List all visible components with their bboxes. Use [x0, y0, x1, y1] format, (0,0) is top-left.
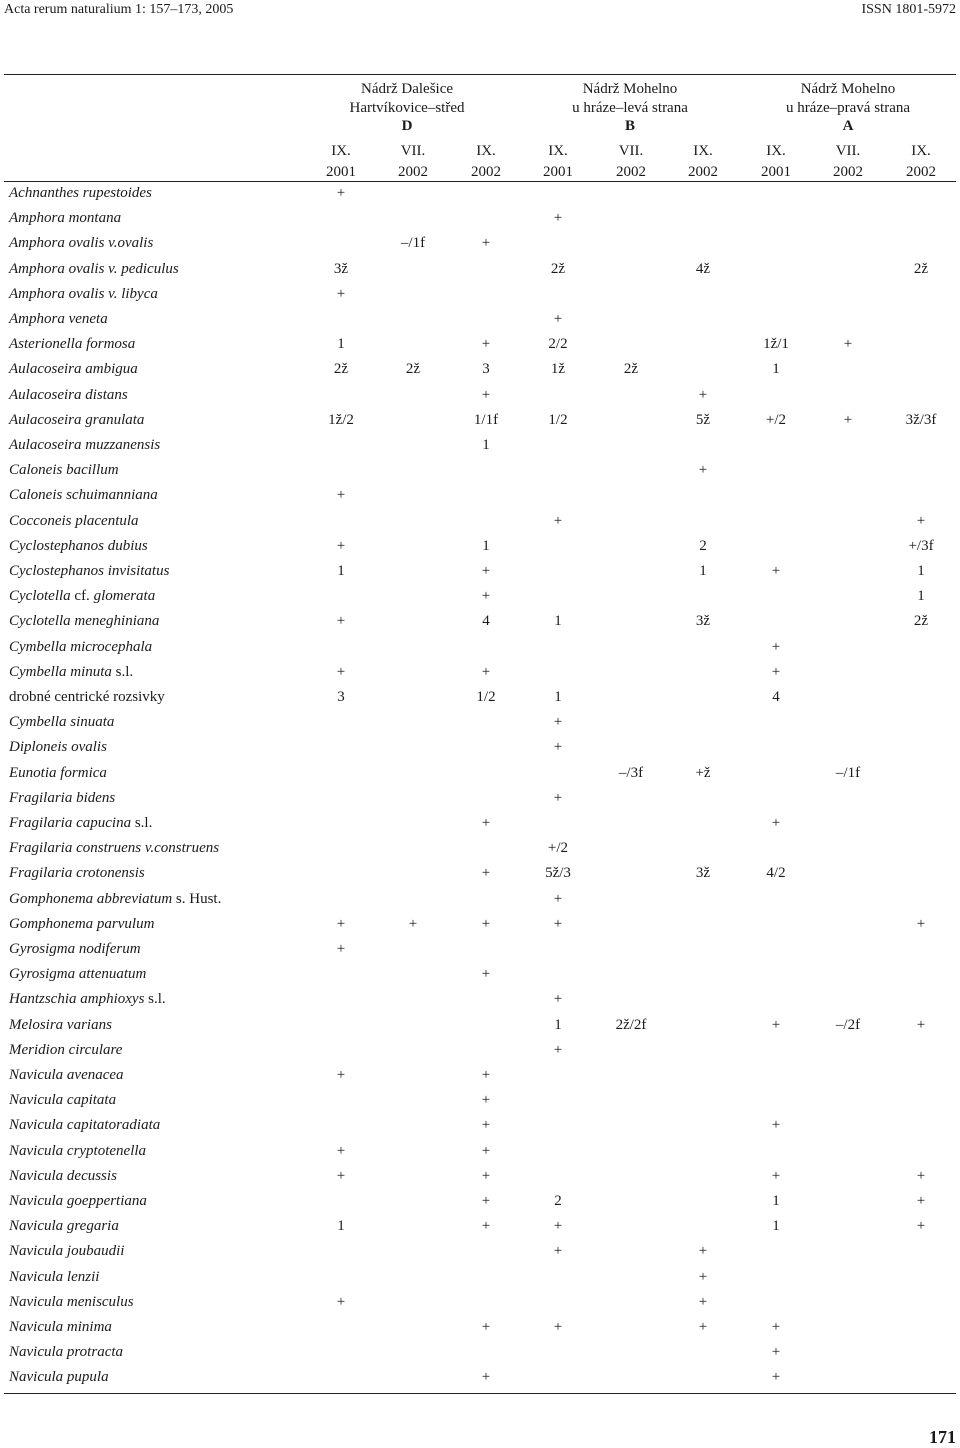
table-cell: +	[481, 1218, 491, 1235]
taxon-name: Melosira varians	[9, 1016, 112, 1033]
site-header-mohelno-right	[738, 80, 958, 136]
table-cell: 2ž	[405, 361, 421, 378]
table-cell: 2/2	[548, 336, 568, 353]
taxon-name: Meridion circulare	[9, 1041, 123, 1058]
table-cell: 1	[554, 1016, 562, 1033]
running-head	[4, 2, 956, 20]
table-cell: 1ž/2	[328, 411, 354, 428]
taxon-name: Gomphonema parvulum	[9, 915, 155, 932]
table-cell: +	[481, 1369, 491, 1386]
table-cell: +	[336, 663, 346, 680]
column-header	[601, 141, 661, 183]
table-cell: 1ž	[550, 361, 566, 378]
table-row	[0, 787, 960, 812]
table-cell: 2	[699, 537, 707, 554]
taxon-name: Navicula lenzii	[9, 1268, 100, 1285]
table-cell: +	[843, 336, 853, 353]
table-cell: +	[553, 210, 563, 227]
table-row	[0, 736, 960, 761]
taxon-name: Navicula capitata	[9, 1092, 117, 1109]
table-cell: 1	[772, 1193, 780, 1209]
column-month: IX.	[766, 143, 786, 159]
table-cell: –/1f	[400, 235, 426, 252]
column-year: 2002	[471, 164, 501, 180]
table-row	[0, 535, 960, 560]
table-cell: +	[698, 386, 708, 403]
table-cell: 2ž	[913, 260, 929, 277]
column-month: VII.	[835, 143, 861, 159]
table-cell: +	[771, 663, 781, 680]
table-cell: +	[336, 1293, 346, 1310]
column-year: 2001	[326, 164, 356, 180]
table-cell: 3	[482, 361, 490, 378]
table-cell: 1ž/1	[763, 336, 789, 353]
table-row	[0, 862, 960, 887]
table-cell: +	[481, 1167, 491, 1184]
table-cell: 3ž	[333, 260, 349, 277]
table-cell: 3ž/3f	[905, 411, 937, 428]
table-row	[0, 232, 960, 257]
table-row	[0, 1039, 960, 1064]
taxon-name: drobné centrické rozsivky	[9, 689, 165, 705]
table-cell: 4ž	[695, 260, 711, 277]
table-row	[0, 1114, 960, 1139]
taxon-name: Eunotia formica	[9, 764, 107, 781]
table-row	[0, 207, 960, 232]
taxon-name: Fragilaria bidens	[9, 789, 116, 806]
taxon-name: Cymbella microcephala	[9, 638, 153, 655]
table-row	[0, 1240, 960, 1265]
table-cell: 1	[337, 1218, 345, 1235]
table-cell: +	[481, 386, 491, 403]
table-cell: +	[336, 941, 346, 957]
column-header	[746, 141, 806, 183]
table-cell: +	[553, 1218, 563, 1235]
table-cell: +	[553, 512, 563, 529]
table-row	[0, 636, 960, 661]
table-cell: +	[336, 915, 346, 932]
site-location: u hráze–levá strana	[572, 99, 688, 116]
column-year: 2001	[543, 164, 573, 180]
taxon-name: Aulacoseira distans	[9, 386, 128, 403]
site-name: Nádrž Dalešice	[360, 81, 454, 97]
table-cell: 1/2	[548, 411, 568, 428]
table-row	[0, 686, 960, 711]
taxon-name: Amphora veneta	[9, 311, 108, 327]
site-code: B	[624, 118, 635, 134]
taxon-name: Caloneis schuimanniana	[9, 487, 158, 504]
table-cell: +	[481, 1142, 491, 1159]
taxon-name: Cyclostephanos invisitatus	[9, 563, 170, 579]
taxon-name: Gomphonema abbreviatum s. Hust.	[9, 890, 222, 907]
table-row	[0, 560, 960, 585]
table-cell: +/2	[765, 411, 787, 428]
table-cell: +	[336, 1067, 346, 1083]
table-cell: 5ž	[695, 411, 711, 428]
table-cell: 3	[337, 689, 345, 705]
column-header	[456, 141, 516, 183]
table-row	[0, 182, 960, 207]
table-cell: +	[771, 563, 781, 579]
table-cell: +	[916, 512, 926, 529]
taxon-name: Fragilaria construens v.construens	[9, 840, 220, 857]
table-cell: +	[698, 1243, 708, 1260]
table-cell: 1	[699, 563, 707, 579]
table-cell: +	[916, 1218, 926, 1235]
table-row	[0, 762, 960, 787]
table-cell: +	[698, 462, 708, 479]
taxon-name: Cocconeis placentula	[9, 512, 139, 529]
taxon-name: Fragilaria crotonensis	[9, 865, 145, 882]
table-row	[0, 283, 960, 308]
table-cell: +	[481, 1117, 491, 1134]
table-cell: +	[916, 1193, 926, 1209]
table-cell: +	[553, 714, 563, 731]
taxon-name: Caloneis bacillum	[9, 462, 119, 479]
taxon-name: Cyclotella meneghiniana	[9, 613, 160, 630]
table-cell: +	[481, 588, 491, 605]
column-year: 2002	[688, 164, 718, 180]
table-cell: +	[698, 1268, 708, 1285]
table-cell: +	[553, 789, 563, 806]
table-row	[0, 988, 960, 1013]
column-year: 2001	[761, 164, 791, 180]
table-row	[0, 1291, 960, 1316]
column-header	[528, 141, 588, 183]
site-name: Nádrž Mohelno	[582, 81, 678, 97]
taxon-name: Amphora ovalis v. libyca	[9, 285, 158, 302]
column-month: IX.	[911, 143, 931, 159]
table-cell: +	[843, 411, 853, 428]
table-cell: 1	[482, 437, 490, 453]
table-cell: +	[336, 1167, 346, 1184]
table-cell: +	[336, 613, 346, 630]
table-cell: 1	[554, 689, 562, 705]
page-number: 171	[929, 1427, 956, 1447]
taxon-name: Navicula minima	[9, 1319, 112, 1335]
column-header	[311, 141, 371, 183]
taxon-name: Aulacoseira granulata	[9, 411, 145, 428]
taxon-name: Navicula gregaria	[9, 1218, 119, 1235]
taxon-name: Navicula capitatoradiata	[9, 1117, 161, 1134]
table-cell: +	[771, 638, 781, 655]
table-row	[0, 812, 960, 837]
taxon-name: Amphora ovalis v.ovalis	[9, 235, 154, 252]
taxon-name: Navicula protracta	[9, 1344, 124, 1361]
table-cell: 2ž	[333, 361, 349, 378]
table-cell: 1	[917, 588, 925, 605]
taxon-name: Amphora ovalis v. pediculus	[9, 260, 179, 277]
site-header-dalesice	[297, 80, 517, 136]
table-cell: +	[553, 915, 563, 932]
site-code: D	[401, 118, 413, 134]
table-cell: +	[553, 311, 563, 327]
table-cell: –/3f	[618, 764, 644, 781]
table-cell: +	[771, 1319, 781, 1335]
table-cell: +	[771, 1344, 781, 1361]
column-month: VII.	[618, 143, 644, 159]
table-cell: +ž	[695, 764, 711, 781]
table-cell: +	[481, 235, 491, 252]
column-year: 2002	[616, 164, 646, 180]
taxon-name: Navicula cryptotenella	[9, 1142, 147, 1159]
table-cell: +	[481, 915, 491, 932]
taxon-name: Navicula pupula	[9, 1369, 109, 1386]
column-header	[383, 141, 443, 183]
table-cell: +	[553, 890, 563, 907]
table-cell: 2	[554, 1193, 562, 1209]
taxon-name: Cymbella minuta s.l.	[9, 663, 134, 680]
table-row	[0, 913, 960, 938]
column-header	[818, 141, 878, 183]
table-cell: 1	[554, 613, 562, 630]
table-cell: +	[771, 1117, 781, 1134]
table-cell: +	[553, 1041, 563, 1058]
table-cell: +/2	[547, 840, 569, 857]
table-cell: 1	[482, 537, 490, 554]
column-year: 2002	[906, 164, 936, 180]
taxon-name: Amphora montana	[9, 210, 122, 227]
table-cell: 2ž	[550, 260, 566, 277]
table-cell: +	[481, 1092, 491, 1109]
table-row	[0, 333, 960, 358]
table-row	[0, 661, 960, 686]
table-row	[0, 711, 960, 736]
table-cell: +	[771, 815, 781, 831]
table-row	[0, 888, 960, 913]
table-row	[0, 459, 960, 484]
table-row	[0, 1014, 960, 1039]
table-row	[0, 1215, 960, 1240]
column-month: IX.	[331, 143, 351, 159]
taxon-name: Achnanthes rupestoides	[9, 185, 152, 201]
column-month: IX.	[476, 143, 496, 159]
table-row	[0, 308, 960, 333]
table-row	[0, 1064, 960, 1089]
table-cell: +	[698, 1319, 708, 1335]
taxon-name: Cyclostephanos dubius	[9, 537, 148, 554]
table-cell: +	[481, 966, 491, 983]
table-cell: 2ž	[913, 613, 929, 630]
table-cell: 1/2	[476, 689, 496, 705]
table-cell: –/2f	[835, 1016, 861, 1033]
table-cell: 4	[482, 613, 490, 630]
table-row	[0, 1190, 960, 1215]
table-cell: 1	[917, 563, 925, 579]
taxon-name: Fragilaria capucina s.l.	[9, 815, 153, 831]
table-cell: +	[553, 991, 563, 1008]
taxon-name: Navicula decussis	[9, 1167, 117, 1184]
table-row	[0, 963, 960, 988]
column-month: VII.	[400, 143, 426, 159]
issn: ISSN 1801-5972	[861, 2, 956, 17]
column-month: IX.	[548, 143, 568, 159]
table-cell: 5ž/3	[545, 865, 571, 882]
table-cell: 1	[337, 336, 345, 353]
table-row	[0, 1366, 960, 1391]
table-row	[0, 1089, 960, 1114]
site-location: u hráze–pravá strana	[785, 99, 911, 116]
table-cell: +	[698, 1293, 708, 1310]
table-cell: +	[408, 915, 418, 932]
table-cell: +	[481, 1319, 491, 1335]
taxon-name: Diploneis ovalis	[9, 739, 107, 756]
taxon-name: Gyrosigma attenuatum	[9, 966, 147, 983]
table-row	[0, 938, 960, 963]
table-row	[0, 358, 960, 383]
table-cell: +	[553, 739, 563, 756]
table-cell: –/1f	[835, 764, 861, 781]
table-cell: +	[771, 1167, 781, 1184]
table-row	[0, 1341, 960, 1366]
taxon-name: Asterionella formosa	[9, 336, 136, 353]
table-cell: +	[916, 1016, 926, 1033]
taxon-name: Aulacoseira muzzanensis	[9, 437, 161, 453]
table-cell: +	[336, 185, 346, 201]
table-cell: +	[553, 1243, 563, 1260]
table-bottom-rule	[4, 1393, 956, 1394]
taxon-name: Cyclotella cf. glomerata	[9, 588, 156, 605]
journal-citation: Acta rerum naturalium 1: 157–173, 2005	[4, 2, 234, 17]
site-name: Nádrž Mohelno	[800, 81, 896, 97]
table-row	[0, 610, 960, 635]
column-year: 2002	[398, 164, 428, 180]
table-cell: 4/2	[766, 865, 786, 882]
taxon-name: Navicula menisculus	[9, 1293, 134, 1310]
table-row	[0, 484, 960, 509]
table-cell: 3ž	[695, 865, 711, 882]
table-cell: +	[771, 1016, 781, 1033]
taxon-name: Hantzschia amphioxys s.l.	[9, 991, 166, 1008]
table-cell: 4	[772, 689, 780, 705]
table-cell: +	[336, 1142, 346, 1159]
table-cell: +/3f	[908, 537, 934, 554]
column-header	[891, 141, 951, 183]
table-cell: +	[481, 563, 491, 579]
taxon-name: Navicula joubaudii	[9, 1243, 125, 1260]
table-cell: +	[481, 663, 491, 680]
table-cell: +	[481, 1193, 491, 1209]
site-header-mohelno-left	[520, 80, 740, 136]
table-row	[0, 585, 960, 610]
table-cell: 1	[337, 563, 345, 579]
table-cell: 3ž	[695, 613, 711, 630]
taxon-name: Aulacoseira ambigua	[9, 361, 138, 378]
table-row	[0, 1266, 960, 1291]
table-cell: +	[916, 1167, 926, 1184]
taxon-name: Gyrosigma nodiferum	[9, 941, 141, 957]
table-top-rule	[4, 74, 956, 75]
table-row	[0, 837, 960, 862]
taxon-name: Navicula avenacea	[9, 1067, 124, 1083]
column-header	[673, 141, 733, 183]
table-cell: +	[481, 815, 491, 831]
table-cell: 1	[772, 361, 780, 378]
table-cell: +	[336, 487, 346, 504]
column-month: IX.	[693, 143, 713, 159]
table-cell: 2ž	[623, 361, 639, 378]
site-location: Hartvíkovice–střed	[349, 99, 465, 116]
table-cell: +	[916, 915, 926, 932]
column-year: 2002	[833, 164, 863, 180]
taxon-name: Navicula goeppertiana	[9, 1193, 147, 1209]
table-row	[0, 510, 960, 535]
table-cell: 1	[772, 1218, 780, 1235]
table-cell: +	[771, 1369, 781, 1386]
table-row	[0, 1140, 960, 1165]
table-cell: 1/1f	[473, 411, 499, 428]
table-row	[0, 258, 960, 283]
table-cell: +	[481, 1067, 491, 1083]
table-cell: +	[481, 336, 491, 353]
table-row	[0, 384, 960, 409]
table-row	[0, 409, 960, 434]
table-cell: +	[481, 865, 491, 882]
table-cell: +	[336, 537, 346, 554]
table-cell: +	[336, 285, 346, 302]
table-row	[0, 1165, 960, 1190]
table-row	[0, 1316, 960, 1341]
table-cell: +	[553, 1319, 563, 1335]
table-row	[0, 434, 960, 459]
table-cell: 2ž/2f	[615, 1016, 647, 1033]
taxon-name: Cymbella sinuata	[9, 714, 115, 731]
site-code: A	[842, 118, 854, 134]
